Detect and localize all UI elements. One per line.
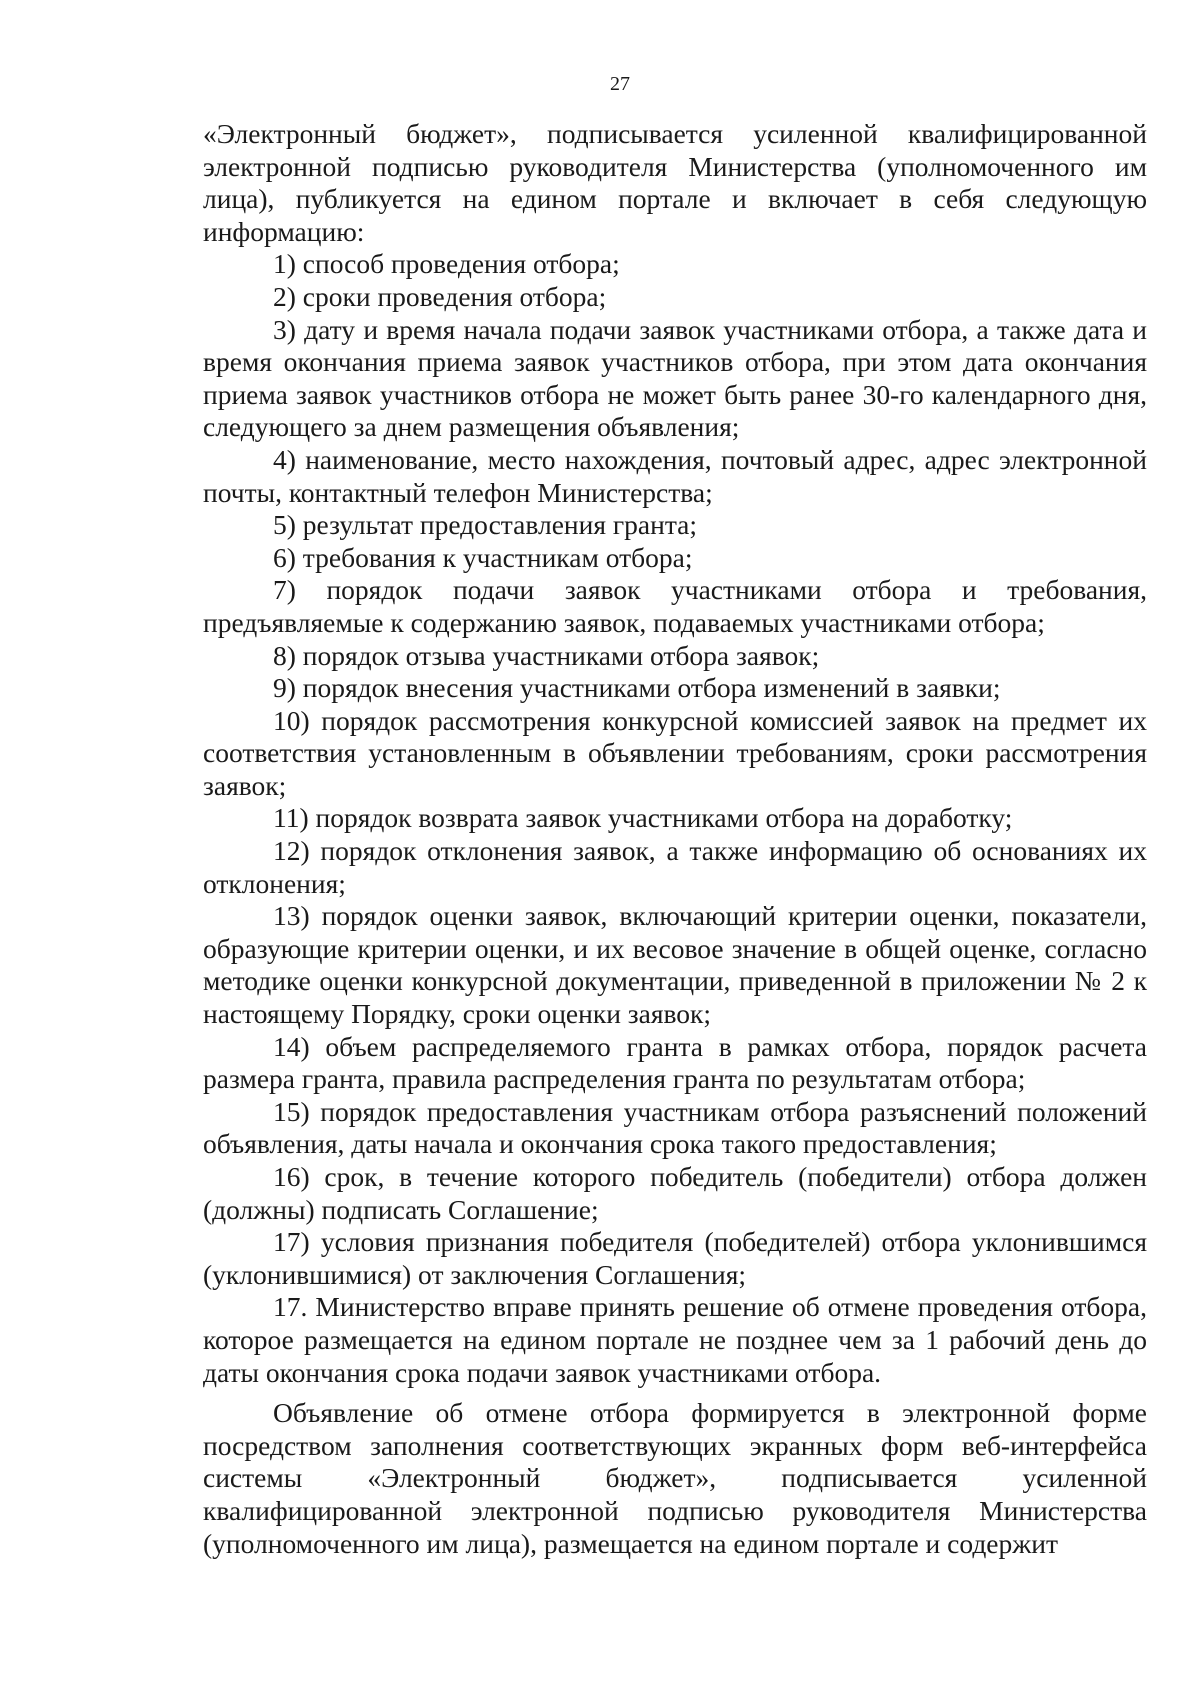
list-item-1: 1) способ проведения отбора; (273, 248, 620, 280)
list-item-10: 10) порядок рассмотрения конкурсной комиссией заявок на предмет их соответствия установленным в объявлении требованиям, сроки рассмотрения заявок; (203, 704, 1147, 801)
list-item-8: 8) порядок отзыва участниками отбора заявок; (273, 639, 820, 671)
page-number: 27 (610, 73, 630, 95)
section-17-paragraph: 17. Министерство вправе принять решение об отмене проведения отбора, которое размещается на едином портале не позднее чем за 1 рабочий день до даты окончания срока подачи заявок участниками отбора. (203, 1291, 1147, 1388)
list-item-6: 6) требования к участникам отбора; (273, 541, 693, 573)
list-item-5: 5) результат предоставления гранта; (273, 509, 698, 541)
list-item-7: 7) порядок подачи заявок участниками отбора и требования, предъявляемые к содержанию заявок, подаваемых участниками отбора; (203, 574, 1147, 638)
list-item-2: 2) сроки проведения отбора; (273, 280, 607, 312)
list-item-17: 17) условия признания победителя (победителей) отбора уклонившимся (уклонившимися) от заключения Соглашения; (203, 1226, 1147, 1290)
list-item-12: 12) порядок отклонения заявок, а также информацию об основаниях их отклонения; (203, 835, 1147, 899)
paragraph-continuation: «Электронный бюджет», подписывается усиленной квалифицированной электронной подписью руководителя Министерства (уполномоченного им лица), публикуется на едином портале и включает в себя следующую информацию: (203, 118, 1147, 247)
document-body (203, 118, 1147, 1560)
list-item-14: 14) объем распределяемого гранта в рамках отбора, порядок расчета размера гранта, правила распределения гранта по результатам отбора; (203, 1030, 1147, 1095)
list-item-13: 13) порядок оценки заявок, включающий критерии оценки, показатели, образующие критерии оценки, и их весовое значение в общей оценке, согласно методике оценки конкурсной документации, приведенной в приложении № 2 к настоящему Порядку, сроки оценки заявок; (203, 900, 1147, 1030)
list-item-16: 16) срок, в течение которого победитель (победители) отбора должен (должны) подписать Соглашение; (203, 1161, 1147, 1225)
list-item-9: 9) порядок внесения участниками отбора изменений в заявки; (273, 672, 1001, 704)
list-item-11: 11) порядок возврата заявок участниками отбора на доработку; (273, 802, 1013, 834)
list-item-3: 3) дату и время начала подачи заявок участниками отбора, а также дата и время окончания приема заявок участников отбора, при этом дата окончания приема заявок участников отбора не может быть ранее 30-го календарного дня, следующего за днем размещения объявления; (203, 313, 1147, 443)
list-item-4: 4) наименование, место нахождения, почтовый адрес, адрес электронной почты, контактный телефон Министерства; (203, 443, 1147, 508)
cancellation-notice-paragraph: Объявление об отмене отбора формируется в электронной форме посредством заполнения соответствующих экранных форм веб-интерфейса системы «Электронный бюджет», подписывается усиленной квалифицированной электронной подписью руководителя Министерства (уполномоченного им лица), размещается на едином портале и содержит (203, 1397, 1147, 1559)
list-item-15: 15) порядок предоставления участникам отбора разъяснений положений объявления, даты начала и окончания срока такого предоставления; (203, 1095, 1147, 1160)
